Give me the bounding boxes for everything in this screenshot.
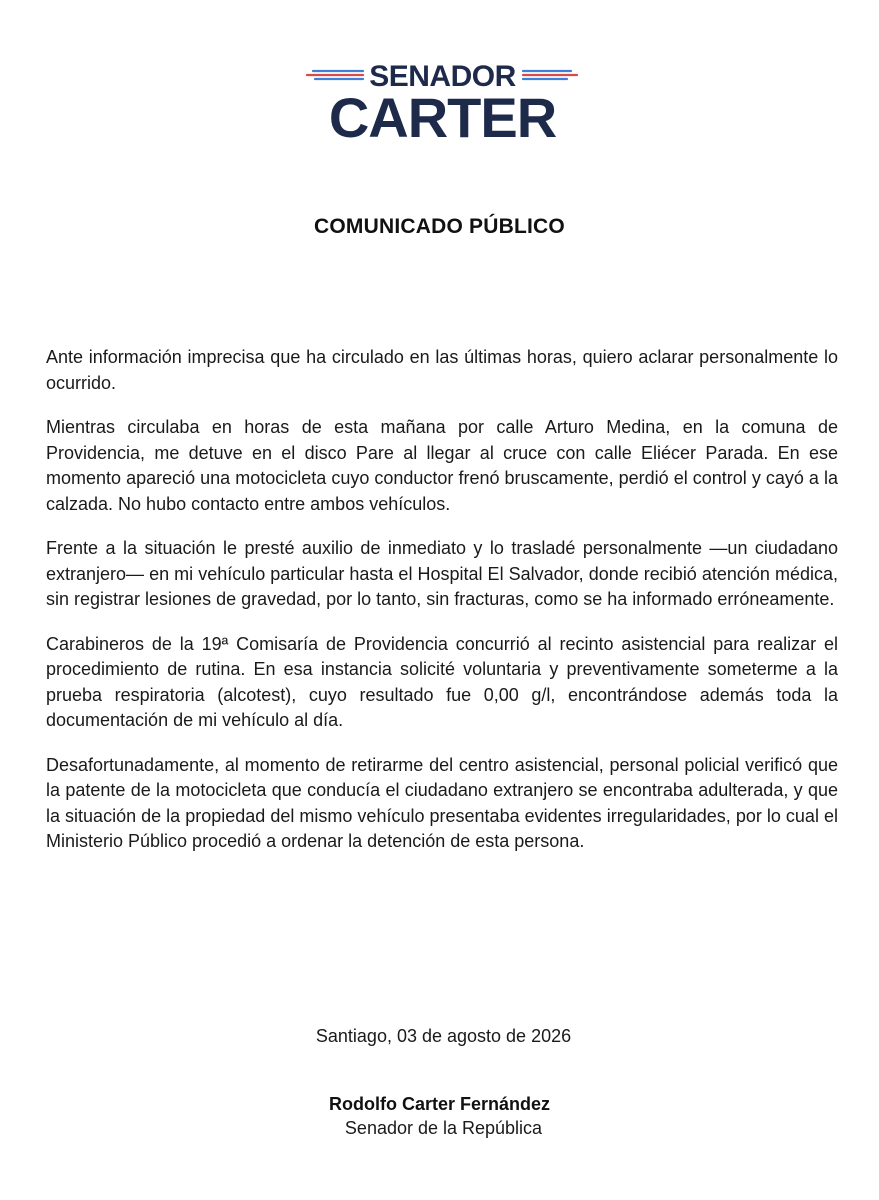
signature-role: Senador de la República	[344, 1118, 543, 1138]
document-body	[46, 345, 838, 874]
logo-line-senador: SENADOR	[369, 60, 516, 93]
logo-line-carter: CARTER	[328, 86, 557, 149]
paragraph-2: Mientras circulaba en horas de esta mañana por calle Arturo Medina, en la comuna de Providencia, me detuve en el disco Pare al llegar al cruce con calle Eliécer Parada. En ese momento apareció una motocicleta cuyo conductor frenó bruscamente, perdió el control y cayó a la calzada. No hubo contacto entre ambos vehículos.	[46, 417, 838, 514]
paragraph-1: Ante información imprecisa que ha circulado en las últimas horas, quiero aclarar personalmente lo ocurrido.	[46, 347, 838, 393]
paragraph-3: Frente a la situación le presté auxilio de inmediato y lo trasladé personalmente —un ciudadano extranjero— en mi vehículo particular hasta el Hospital El Salvador, donde recibió atención médica, sin registrar lesiones de gravedad, por lo tanto, sin fracturas, como se ha informado erróneamente.	[46, 538, 838, 609]
paragraph-5: Desafortunadamente, al momento de retirarme del centro asistencial, personal policial verificó que la patente de la motocicleta que conducía el ciudadano extranjero se encontraba adulterada, y que la situación de la propiedad del mismo vehículo presentaba evidentes irregularidades, por lo cual el Ministerio Público procedió a ordenar la detención de esta persona.	[46, 754, 838, 851]
date-line: Santiago, 03 de agosto de 2026	[315, 1026, 572, 1046]
paragraph-4: Carabineros de la 19ª Comisaría de Providencia concurrió al recinto asistencial para realizar el procedimiento de rutina. En esa instancia solicité voluntaria y preventivamente someterme a la prueba respiratoria (alcotest), cuyo resultado fue 0,00 g/l, encontrándose además toda la documentación de mi vehículo al día.	[46, 633, 838, 730]
signature-name: Rodolfo Carter Fernández	[328, 1094, 551, 1114]
document-title: COMUNICADO PÚBLICO	[314, 215, 565, 238]
senator-logo	[305, 58, 605, 148]
